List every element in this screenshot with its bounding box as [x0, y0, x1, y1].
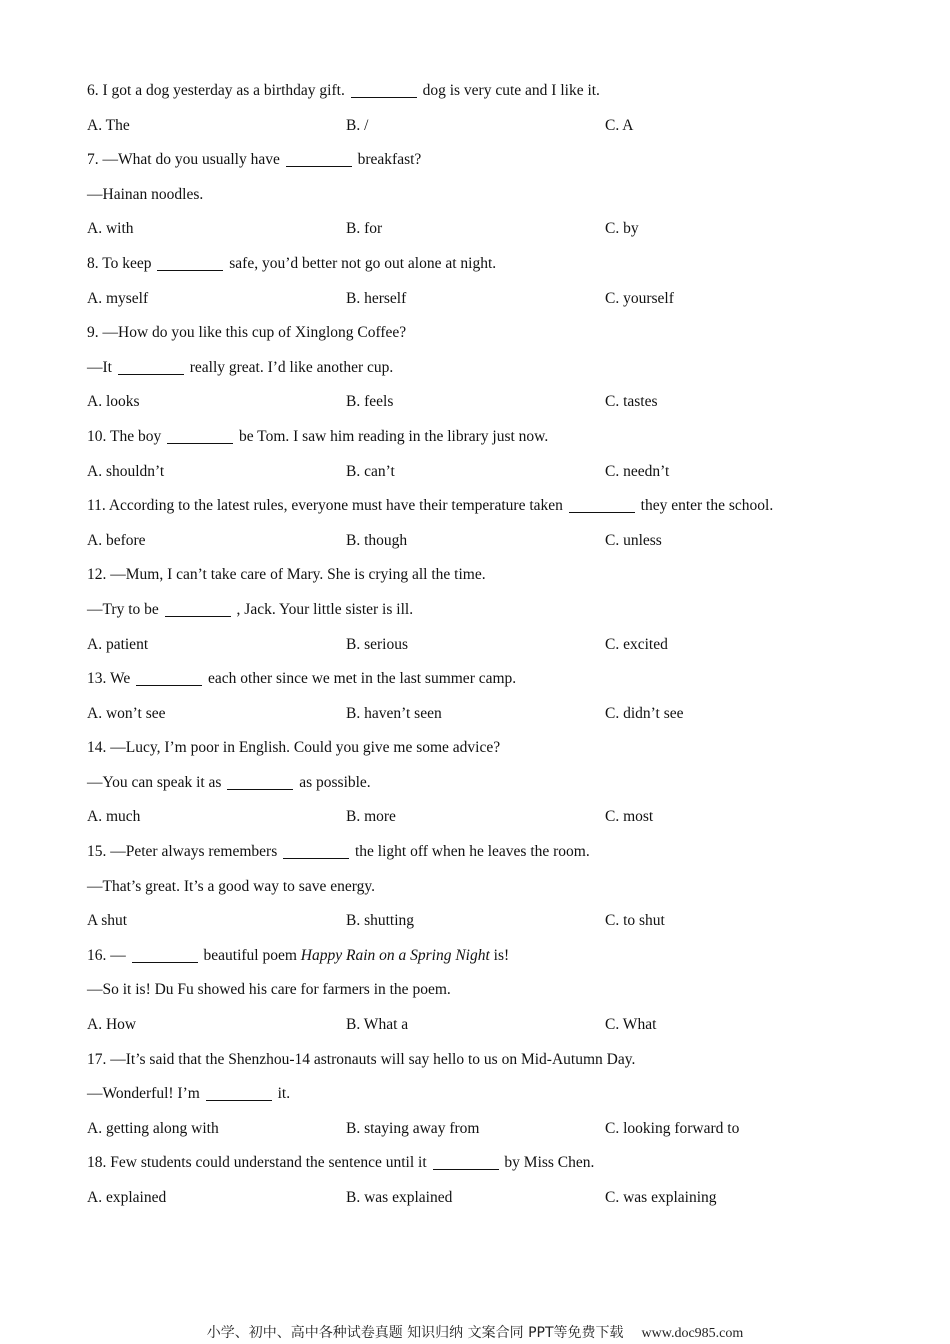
answer-options	[87, 804, 887, 839]
stem-text: 13. We	[87, 670, 131, 688]
option-c: C. needn’t	[605, 462, 670, 480]
answer-blank	[206, 1099, 272, 1101]
question-stem	[87, 839, 887, 874]
question-stem	[87, 666, 887, 701]
poem-title: Happy Rain on a Spring Night	[300, 946, 490, 964]
option-b: B. was explained	[346, 1189, 453, 1206]
question-stem	[87, 147, 887, 182]
stem-text: —Try to be	[87, 600, 159, 618]
option-c: C. A	[605, 116, 634, 134]
stem-text: the light off when he leaves the room.	[355, 843, 590, 861]
question	[87, 839, 887, 943]
question	[87, 251, 887, 320]
stem-text: they enter the school.	[640, 497, 774, 515]
stem-text: , Jack. Your little sister is ill.	[236, 600, 414, 618]
answer-blank	[165, 615, 231, 617]
option-c: C. by	[605, 220, 639, 238]
answer-blank	[132, 961, 198, 963]
answer-options	[87, 216, 887, 251]
question	[87, 147, 887, 251]
stem-text: —So it is! Du Fu showed his care for farmers in the poem.	[87, 981, 451, 999]
option-c: C. excited	[605, 635, 668, 653]
stem-text: 12. —Mum, I can’t take care of Mary. She is crying all the time.	[87, 566, 486, 584]
footer-site-link[interactable]: www.doc985.com	[641, 1326, 744, 1341]
option-a: A. won’t see	[87, 704, 166, 722]
option-a: A. explained	[87, 1189, 167, 1206]
answer-blank	[136, 684, 202, 686]
stem-text: breakfast?	[357, 151, 422, 169]
answer-options	[87, 701, 887, 736]
dialogue-line	[87, 1081, 887, 1116]
stem-text: 10. The boy	[87, 427, 162, 445]
option-a: A. with	[87, 220, 134, 238]
option-c: C. to shut	[605, 912, 665, 930]
dialogue-line	[87, 355, 887, 390]
dialogue-line	[87, 597, 887, 632]
stem-text: —You can speak it as	[87, 773, 222, 791]
question-stem	[87, 320, 887, 355]
question	[87, 943, 887, 1047]
question	[87, 78, 887, 147]
option-b: B. can’t	[346, 462, 395, 480]
answer-blank	[569, 511, 635, 513]
answer-options	[87, 1185, 887, 1220]
option-c: C. didn’t see	[605, 704, 684, 722]
stem-text: by Miss Chen.	[504, 1154, 595, 1172]
option-c: C. yourself	[605, 289, 674, 307]
option-a: A. shouldn’t	[87, 462, 165, 480]
option-b: B. serious	[346, 635, 408, 653]
dialogue-line	[87, 977, 887, 1012]
dialogue-line	[87, 182, 887, 217]
footer-text: 小学、初中、高中各种试卷真题 知识归纳 文案合同 PPT等免费下载	[206, 1325, 624, 1341]
stem-text: safe, you’d better not go out alone at night.	[229, 254, 497, 272]
stem-text: 15. —Peter always remembers	[87, 843, 278, 861]
answer-options	[87, 459, 887, 494]
stem-text: —It	[87, 358, 112, 376]
option-b: B. herself	[346, 289, 407, 307]
option-c: C. tastes	[605, 393, 658, 411]
stem-text: really great. I’d like another cup.	[189, 358, 394, 376]
stem-text: 11. According to the latest rules, everyone must have their temperature taken	[87, 497, 563, 515]
option-a: A. The	[87, 116, 130, 134]
question-stem	[87, 1150, 887, 1185]
stem-text: —That’s great. It’s a good way to save energy.	[87, 877, 375, 895]
answer-options	[87, 528, 887, 563]
option-a: A. myself	[87, 289, 149, 307]
option-a: A. patient	[87, 635, 149, 653]
option-b: B. more	[346, 808, 396, 826]
page-footer	[0, 1322, 950, 1342]
answer-options	[87, 632, 887, 667]
answer-options	[87, 389, 887, 424]
option-c: C. looking forward to	[605, 1119, 740, 1137]
option-a: A. getting along with	[87, 1119, 219, 1137]
dialogue-line	[87, 874, 887, 909]
option-b: B. /	[346, 116, 369, 134]
question-stem	[87, 251, 887, 286]
answer-options	[87, 1012, 887, 1047]
stem-text: it.	[277, 1085, 291, 1103]
option-c: C. was explaining	[605, 1189, 717, 1206]
stem-text: —Hainan noodles.	[87, 185, 204, 203]
question-stem	[87, 78, 887, 113]
answer-options	[87, 1116, 887, 1151]
question-stem	[87, 424, 887, 459]
option-a: A. before	[87, 531, 146, 549]
question	[87, 493, 887, 562]
answer-blank	[433, 1168, 499, 1170]
question	[87, 1047, 887, 1151]
stem-text: 17. —It’s said that the Shenzhou-14 astronauts will say hello to us on Mid-Autumn Day.	[87, 1050, 636, 1068]
question-stem	[87, 943, 887, 978]
stem-text: 9. —How do you like this cup of Xinglong Coffee?	[87, 324, 407, 342]
answer-blank	[227, 788, 293, 790]
option-b: B. shutting	[346, 912, 415, 930]
question-stem	[87, 1047, 887, 1082]
stem-text: 18. Few students could understand the sentence until it	[87, 1154, 427, 1172]
stem-text: 16. —	[87, 946, 126, 964]
answer-options	[87, 113, 887, 148]
answer-blank	[351, 96, 417, 98]
option-a: A shut	[87, 912, 128, 930]
option-a: A. looks	[87, 393, 140, 411]
stem-text: dog is very cute and I like it.	[422, 82, 600, 99]
answer-blank	[157, 269, 223, 271]
question	[87, 735, 887, 839]
answer-blank	[286, 165, 352, 167]
option-b: B. staying away from	[346, 1119, 480, 1137]
answer-blank	[283, 857, 349, 859]
option-a: A. much	[87, 808, 141, 826]
question	[87, 320, 887, 424]
option-c: C. most	[605, 808, 654, 826]
dialogue-line	[87, 770, 887, 805]
option-c: C. What	[605, 1016, 657, 1034]
option-b: B. though	[346, 531, 408, 549]
question-stem	[87, 735, 887, 770]
question	[87, 1150, 887, 1219]
question	[87, 562, 887, 666]
stem-text: each other since we met in the last summer camp.	[208, 670, 517, 688]
option-b: B. for	[346, 220, 383, 238]
question-stem	[87, 562, 887, 597]
stem-text: is!	[493, 946, 510, 964]
answer-blank	[167, 442, 233, 444]
option-b: B. haven’t seen	[346, 704, 442, 722]
stem-text: 14. —Lucy, I’m poor in English. Could you give me some advice?	[87, 739, 501, 757]
stem-text: 7. —What do you usually have	[87, 151, 280, 169]
answer-blank	[118, 373, 184, 375]
option-c: C. unless	[605, 531, 662, 549]
question-list	[87, 78, 887, 1220]
question	[87, 424, 887, 493]
stem-text: as possible.	[299, 773, 371, 791]
question	[87, 666, 887, 735]
stem-text: beautiful poem	[203, 946, 297, 964]
stem-text: 8. To keep	[87, 254, 152, 272]
answer-options	[87, 286, 887, 321]
stem-text: be Tom. I saw him reading in the library just now.	[238, 427, 549, 445]
option-a: A. How	[87, 1016, 137, 1034]
option-b: B. feels	[346, 393, 394, 411]
option-b: B. What a	[346, 1016, 409, 1034]
answer-options	[87, 908, 887, 943]
stem-text: 6. I got a dog yesterday as a birthday gift.	[87, 82, 345, 99]
stem-text: —Wonderful! I’m	[87, 1085, 200, 1103]
question-stem	[87, 493, 887, 528]
